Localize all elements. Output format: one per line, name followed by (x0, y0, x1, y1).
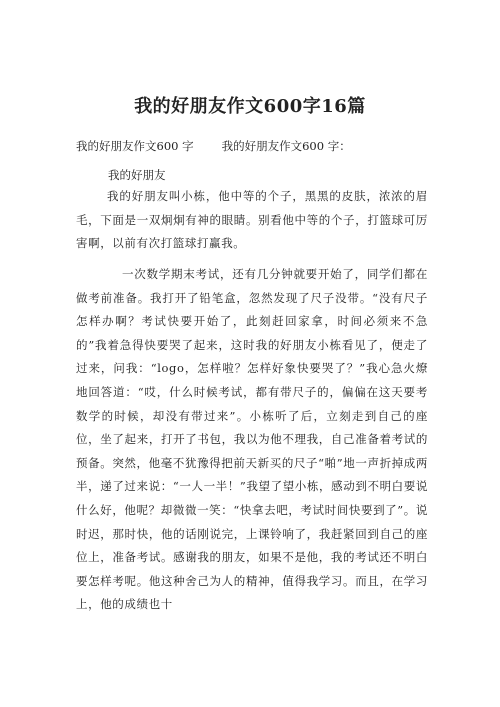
paragraph-1: 我的好朋友叫小栋，他中等的个子，黑黑的皮肤，浓浓的眉毛，下面是一双炯炯有神的眼睛。别看他中等的个子，打篮球可厉害啊，以前有次打篮球打赢我。 (76, 189, 428, 251)
subtitle-right: 我的好朋友作文600 字： (221, 139, 351, 153)
subtitle-row (76, 138, 351, 154)
section-heading: 我的好朋友 (108, 168, 166, 182)
subtitle-left: 我的好朋友作文600 字 (76, 139, 194, 153)
document-title: 我的好朋友作文600字16篇 (134, 96, 366, 117)
paragraph-2: 一次数学期末考试，还有几分钟就要开始了，同学们都在做考前准备。我打开了铅笔盒，忽然发现了尺子没带。“没有尺子怎样办啊？考试快要开始了，此刻赶回家拿，时间必须来不急的”我着急得快要哭了起来，这时我的好朋友小栋看见了，便走了过来，问我：“logo，怎样啦？怎样好象快要哭了？”我心急火燎地回答道：“哎，什么时候考试，都有带尺子的，偏偏在这天要考数学的时候，却没有带过来”。小栋听了后，立刻走到自己的座位，坐了起来，打开了书包，我以为他不理我，自己准备着考试的预备。突然，他毫不犹豫得把前天新买的尺子“啪”地一声折掉成两半，递了过来说：“一人一半！”我望了望小栋，感动到不明白要说什么好，他呢？却微微一笑：“快拿去吧，考试时间快要到了”。说时迟，那时快，他的话刚说完，上课铃响了，我赶紧回到自己的座位上，准备考试。感谢我的朋友，如果不是他，我的考试还不明白要怎样考呢。他这种舍己为人的精神，值得我学习。而且，在学习上，他的成绩也十 (76, 267, 428, 612)
